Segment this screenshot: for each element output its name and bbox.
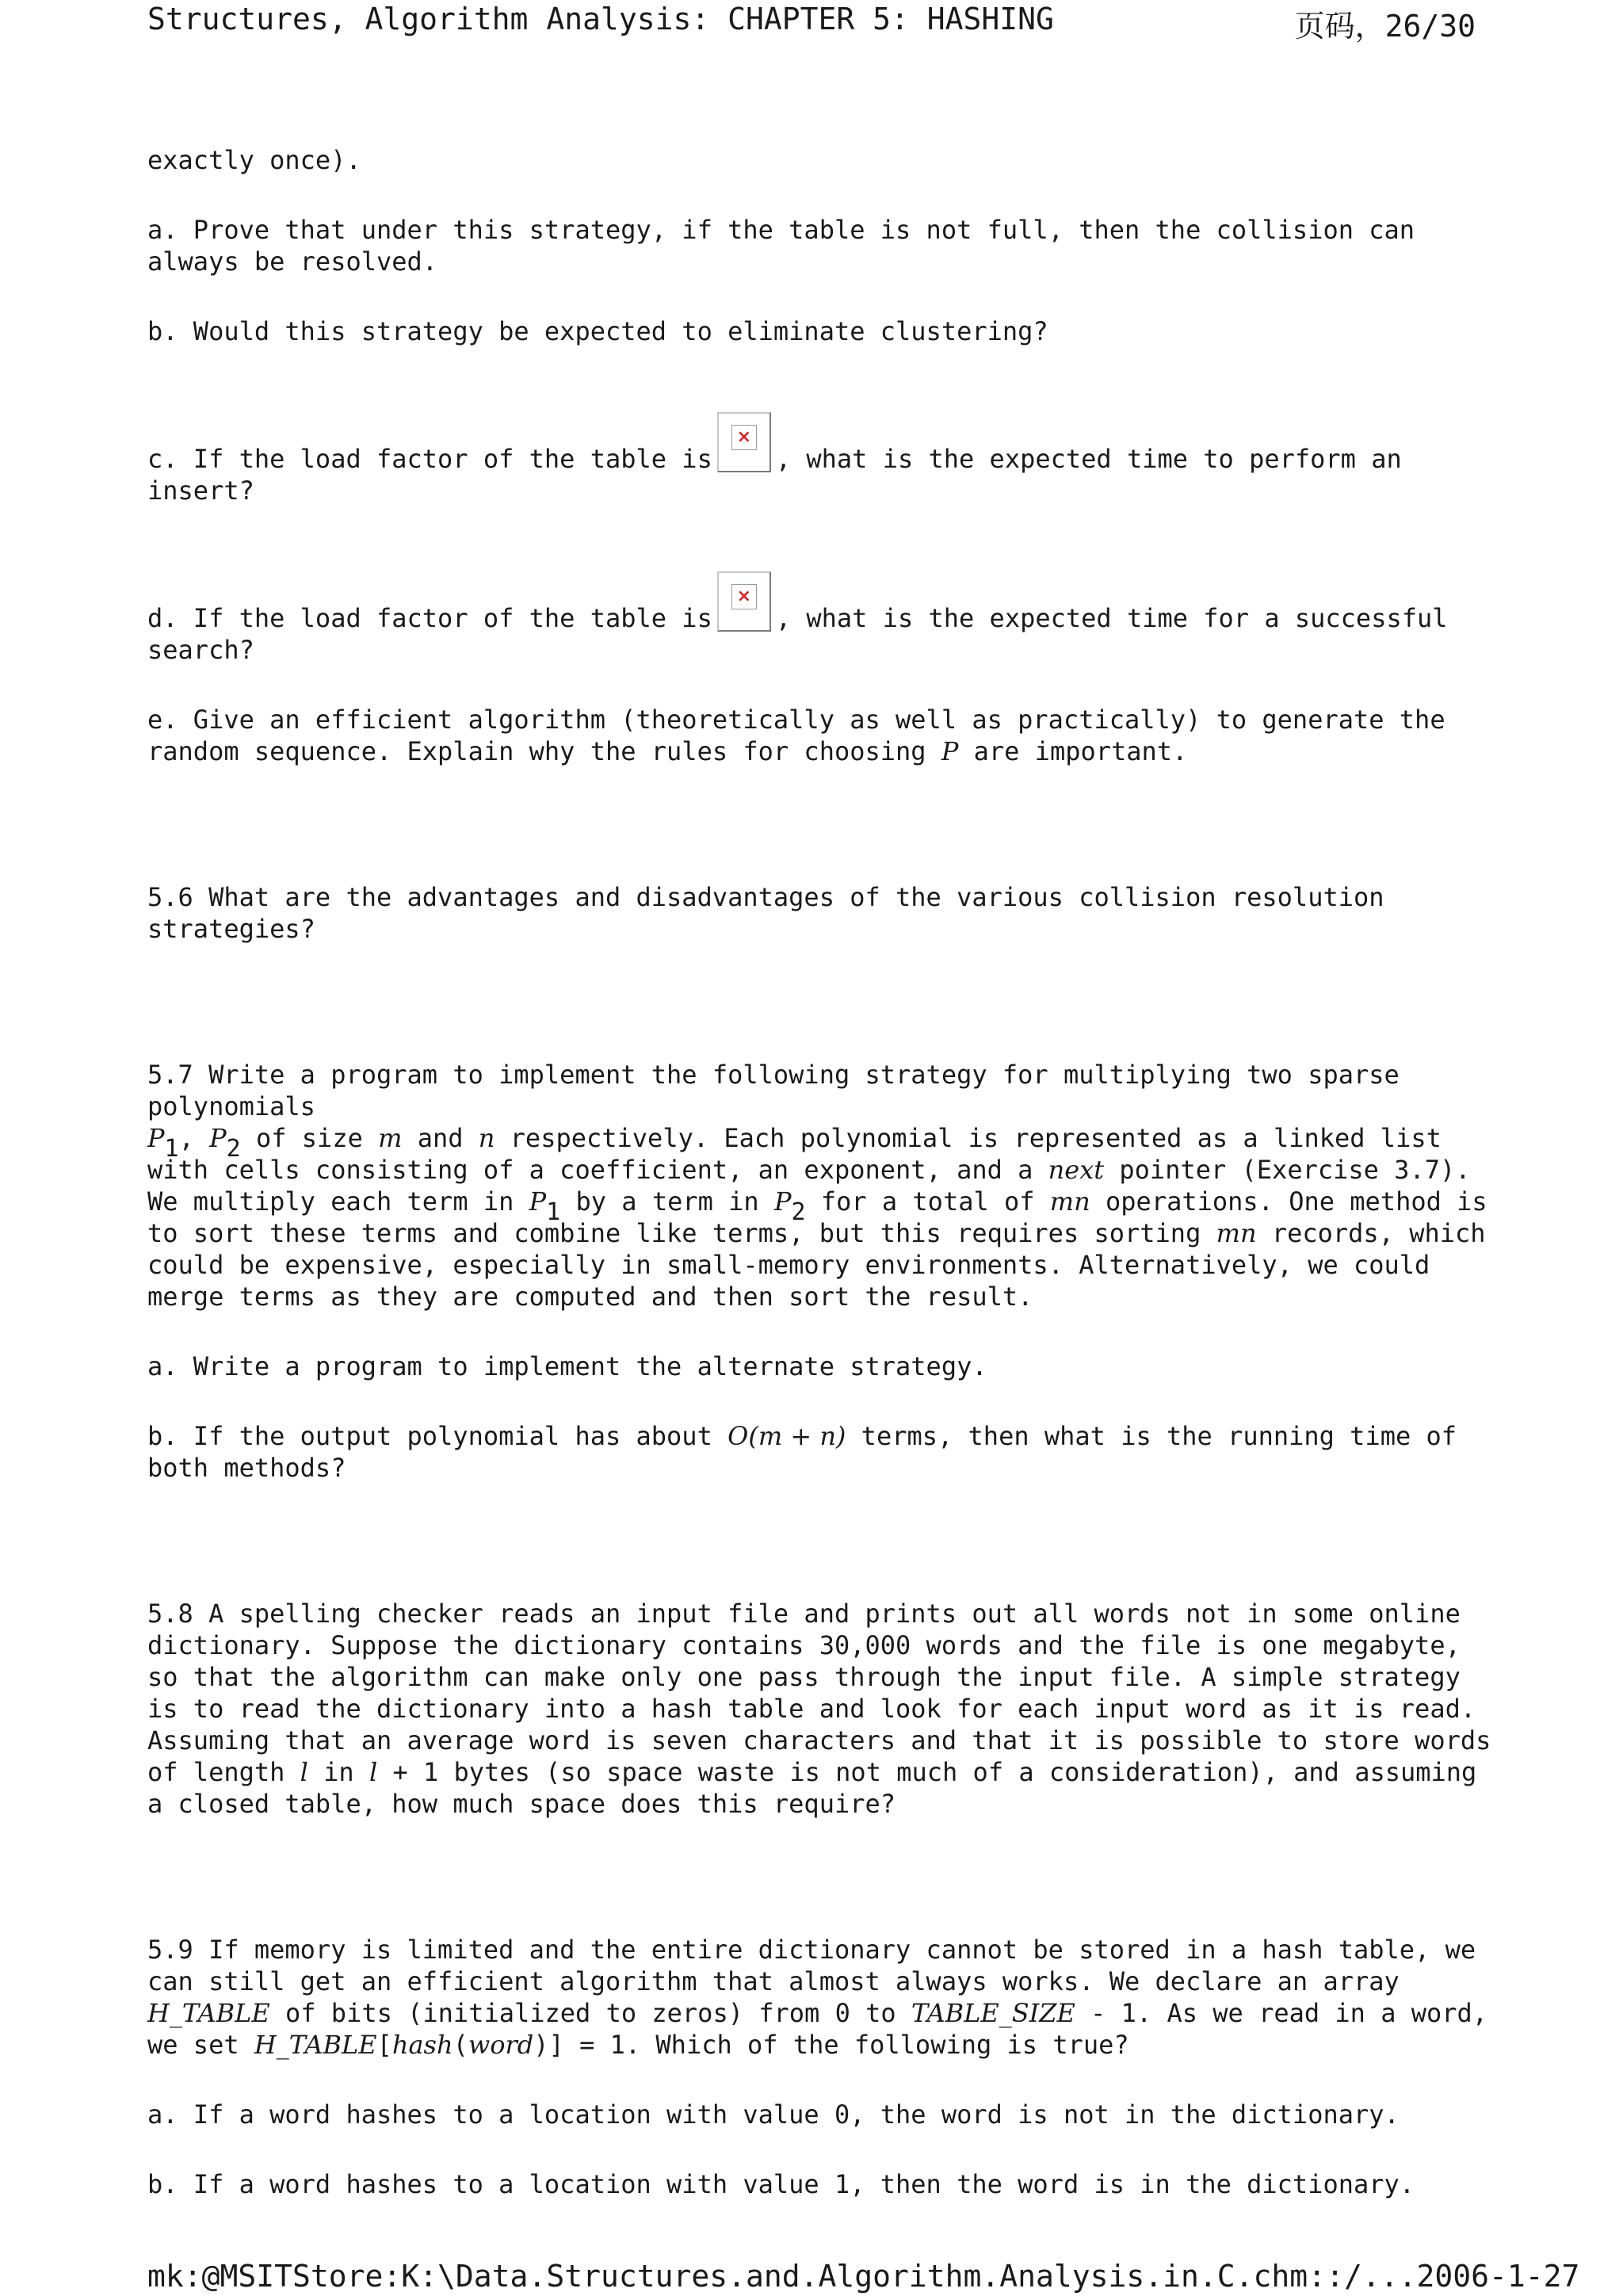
broken-image-icon: × — [717, 571, 771, 632]
ex59: 5.9 If memory is limited and the entire dictionary cannot be stored in a hash table, we can still get an efficient algorithm that almost always works. We declare an array H_TABLE of bits (initialized to zeros) from 0 to TABLE_SIZE - 1. As we read in a word, we set H_TABLE[hash(word)] = 1. Which of the following is true? — [147, 1935, 1488, 2060]
ex57-b: b. If the output polynomial has about O(m + n) terms, then what is the running time of both methods? — [147, 1421, 1457, 1483]
ex55-intro: exactly once). — [147, 145, 361, 175]
ex56: 5.6 What are the advantages and disadvantages of the various collision resolution strategies? — [147, 882, 1384, 944]
ex57: 5.7 Write a program to implement the following strategy for multiplying two sparse polynomials $P_1$, $P_2$ of size m and n respectively. Each polynomial is represented as a linked list with cells consisting of a coefficient, an exponent, and a next pointer (Exercise 3.7). We multiply each term in $P_1$ by a term in $P_2$ for a total of mn operations. One method is to sort these terms and combine like terms, but this requires sorting mn records, which could be expensive, especially in small-memory environments. Alternatively, we could merge terms as they are computed and then sort the result. — [147, 1060, 1487, 1312]
ex55-e: e. Give an efficient algorithm (theoretically as well as practically) to generate the random sequence. Explain why the rules for choosing P are important. — [147, 705, 1445, 766]
ex59-a: a. If a word hashes to a location with value 0, the word is not in the dictionary. — [147, 2099, 1400, 2130]
broken-image-icon: × — [717, 412, 771, 472]
source-path: mk:@MSITStore:K:\Data.Structures.and.Algorithm.Analysis.in.C.chm::/... — [147, 2259, 1417, 2294]
ex59-b: b. If a word hashes to a location with value 1, then the word is in the dictionary. — [147, 2169, 1415, 2199]
footer-date: 2006-1-27 — [1416, 2259, 1580, 2294]
page-footer — [147, 2259, 1580, 2294]
page-header — [147, 2, 1476, 45]
ex55-d: d. If the load factor of the table is × , what is the expected time for a successful search? — [147, 544, 1495, 666]
ex55-a: a. Prove that under this strategy, if the table is not full, then the collision can always be resolved. — [147, 215, 1415, 277]
ex58: 5.8 A spelling checker reads an input file and prints out all words not in some online dictionary. Suppose the dictionary contains 30,000 words and the file is one megabyte, so that the algorithm can make only one pass through the input file. A simple strategy is to read the dictionary into a hash table and look for each input word as it is read. Assuming that an average word is seven characters and that it is possible to store words of length l in l + 1 bytes (so space waste is not much of a consideration), and assuming a closed table, how much space does this require? — [147, 1599, 1491, 1819]
ex57-a: a. Write a program to implement the alternate strategy. — [147, 1351, 987, 1381]
ex55-c: c. If the load factor of the table is × , what is the expected time to perform an insert? — [147, 385, 1495, 506]
page-number: 页码，26/30 — [1294, 9, 1476, 44]
document-body — [147, 144, 1495, 2238]
document-title: Structures, Algorithm Analysis: CHAPTER 5: HASHING — [147, 2, 1054, 36]
ex55-b: b. Would this strategy be expected to eliminate clustering? — [147, 316, 1048, 346]
